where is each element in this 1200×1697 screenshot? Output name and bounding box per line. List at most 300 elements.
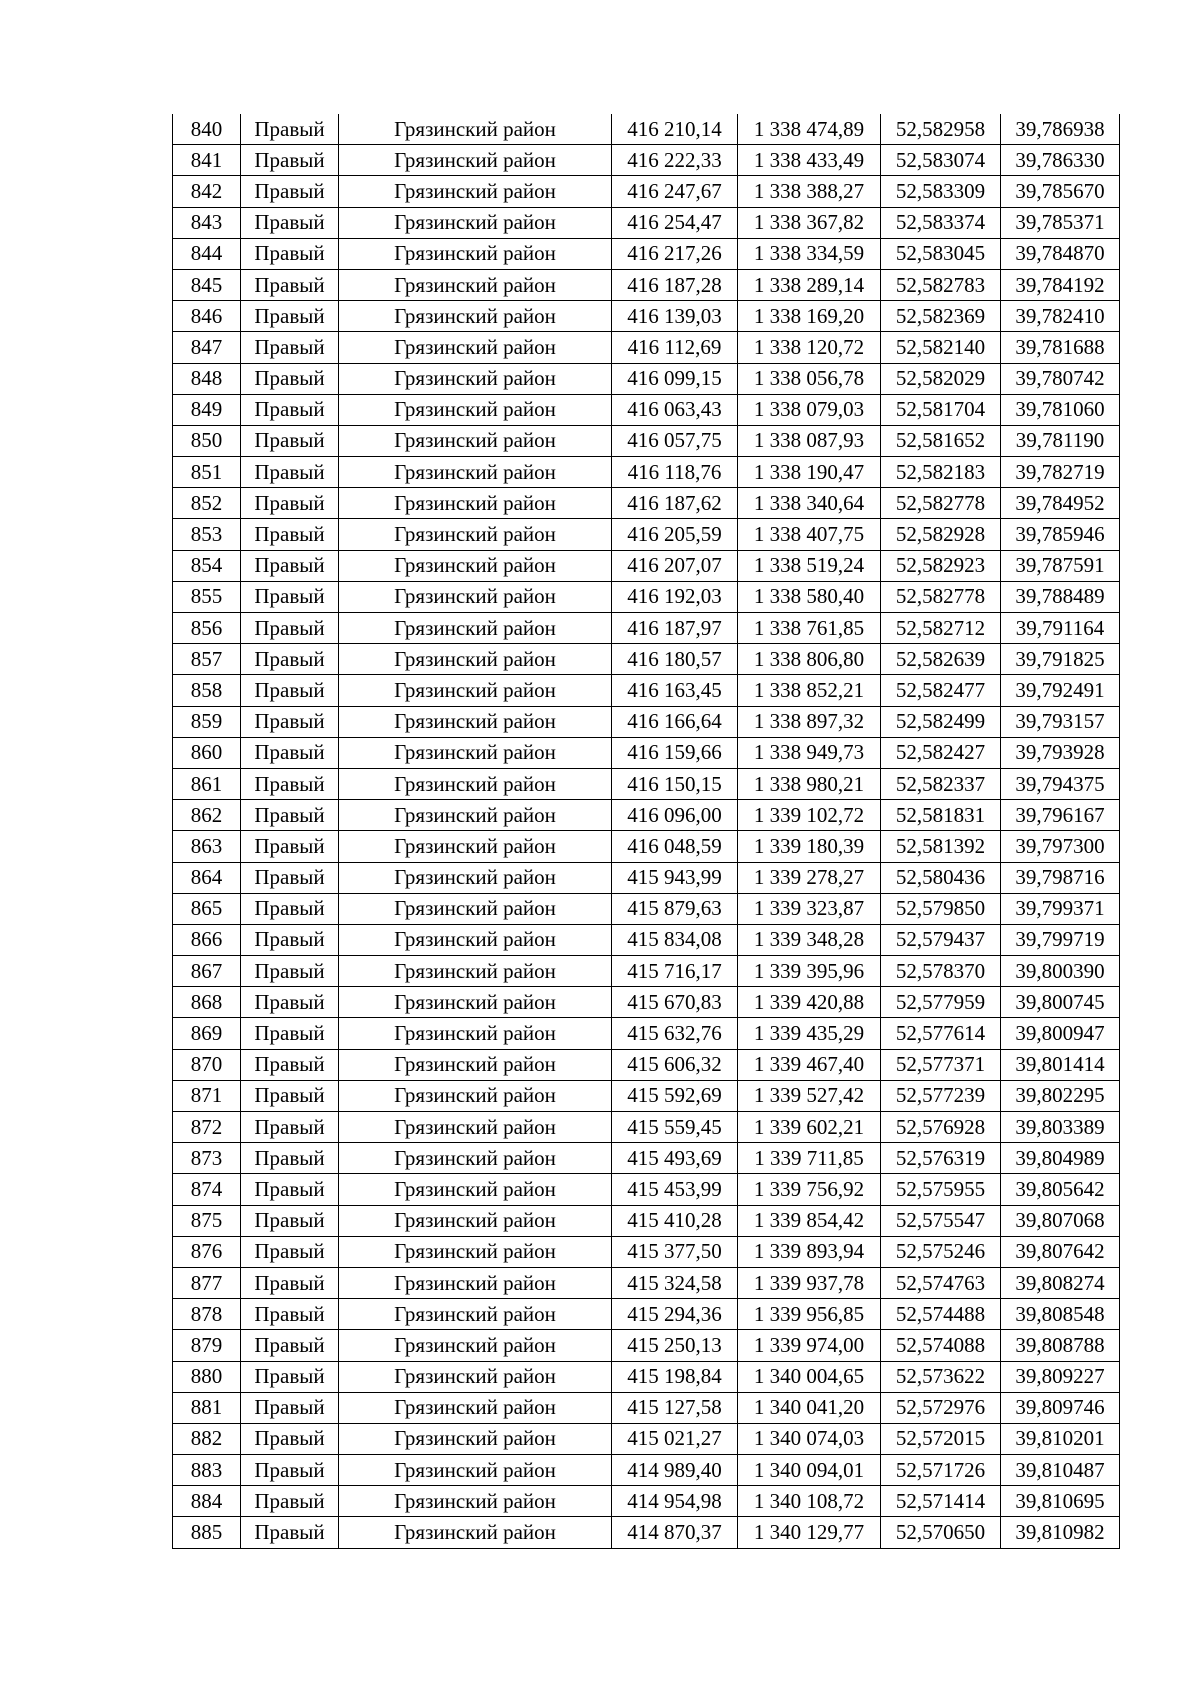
x-coordinate-cell: 416 205,59 [612, 519, 738, 550]
longitude-cell: 39,780742 [1001, 363, 1120, 394]
x-coordinate-cell: 415 716,17 [612, 956, 738, 987]
x-coordinate-cell: 416 112,69 [612, 332, 738, 363]
x-coordinate-cell: 416 254,47 [612, 207, 738, 238]
x-coordinate-cell: 414 989,40 [612, 1455, 738, 1486]
y-coordinate-cell: 1 339 602,21 [738, 1112, 881, 1143]
table-row [173, 1205, 1120, 1236]
x-coordinate-cell: 415 410,28 [612, 1205, 738, 1236]
point-number-cell: 882 [173, 1423, 241, 1454]
latitude-cell: 52,575547 [881, 1205, 1001, 1236]
district-cell: Грязинский район [339, 644, 612, 675]
latitude-cell: 52,571726 [881, 1455, 1001, 1486]
table-body [173, 114, 1120, 1548]
bank-side-cell: Правый [241, 207, 339, 238]
longitude-cell: 39,781190 [1001, 425, 1120, 456]
point-number-cell: 856 [173, 613, 241, 644]
y-coordinate-cell: 1 340 094,01 [738, 1455, 881, 1486]
district-cell: Грязинский район [339, 1174, 612, 1205]
bank-side-cell: Правый [241, 1486, 339, 1517]
bank-side-cell: Правый [241, 1018, 339, 1049]
district-cell: Грязинский район [339, 1455, 612, 1486]
bank-side-cell: Правый [241, 1205, 339, 1236]
x-coordinate-cell: 416 159,66 [612, 737, 738, 768]
bank-side-cell: Правый [241, 176, 339, 207]
point-number-cell: 884 [173, 1486, 241, 1517]
x-coordinate-cell: 416 163,45 [612, 675, 738, 706]
y-coordinate-cell: 1 339 527,42 [738, 1080, 881, 1111]
y-coordinate-cell: 1 338 190,47 [738, 457, 881, 488]
table-row [173, 1143, 1120, 1174]
latitude-cell: 52,582639 [881, 644, 1001, 675]
longitude-cell: 39,782719 [1001, 457, 1120, 488]
table-row [173, 301, 1120, 332]
district-cell: Грязинский район [339, 706, 612, 737]
table-row [173, 862, 1120, 893]
district-cell: Грязинский район [339, 145, 612, 176]
bank-side-cell: Правый [241, 394, 339, 425]
bank-side-cell: Правый [241, 114, 339, 145]
longitude-cell: 39,801414 [1001, 1049, 1120, 1080]
district-cell: Грязинский район [339, 519, 612, 550]
district-cell: Грязинский район [339, 1423, 612, 1454]
bank-side-cell: Правый [241, 550, 339, 581]
bank-side-cell: Правый [241, 1112, 339, 1143]
latitude-cell: 52,578370 [881, 956, 1001, 987]
district-cell: Грязинский район [339, 114, 612, 145]
x-coordinate-cell: 416 150,15 [612, 768, 738, 799]
longitude-cell: 39,788489 [1001, 581, 1120, 612]
point-number-cell: 873 [173, 1143, 241, 1174]
district-cell: Грязинский район [339, 800, 612, 831]
y-coordinate-cell: 1 338 806,80 [738, 644, 881, 675]
point-number-cell: 872 [173, 1112, 241, 1143]
district-cell: Грязинский район [339, 332, 612, 363]
table-row [173, 363, 1120, 394]
longitude-cell: 39,809746 [1001, 1392, 1120, 1423]
latitude-cell: 52,573622 [881, 1361, 1001, 1392]
latitude-cell: 52,582477 [881, 675, 1001, 706]
x-coordinate-cell: 414 954,98 [612, 1486, 738, 1517]
table-row [173, 987, 1120, 1018]
table-row [173, 1361, 1120, 1392]
latitude-cell: 52,582923 [881, 550, 1001, 581]
latitude-cell: 52,583074 [881, 145, 1001, 176]
longitude-cell: 39,808274 [1001, 1267, 1120, 1298]
y-coordinate-cell: 1 338 980,21 [738, 768, 881, 799]
longitude-cell: 39,802295 [1001, 1080, 1120, 1111]
table-row [173, 1330, 1120, 1361]
bank-side-cell: Правый [241, 1080, 339, 1111]
latitude-cell: 52,582928 [881, 519, 1001, 550]
y-coordinate-cell: 1 339 180,39 [738, 831, 881, 862]
y-coordinate-cell: 1 339 956,85 [738, 1299, 881, 1330]
table-row [173, 1080, 1120, 1111]
district-cell: Грязинский район [339, 176, 612, 207]
longitude-cell: 39,791164 [1001, 613, 1120, 644]
y-coordinate-cell: 1 339 756,92 [738, 1174, 881, 1205]
y-coordinate-cell: 1 339 278,27 [738, 862, 881, 893]
table-row [173, 1049, 1120, 1080]
x-coordinate-cell: 416 217,26 [612, 238, 738, 269]
bank-side-cell: Правый [241, 956, 339, 987]
point-number-cell: 854 [173, 550, 241, 581]
district-cell: Грязинский район [339, 457, 612, 488]
y-coordinate-cell: 1 339 348,28 [738, 924, 881, 955]
longitude-cell: 39,807068 [1001, 1205, 1120, 1236]
table-row [173, 1423, 1120, 1454]
district-cell: Грязинский район [339, 956, 612, 987]
bank-side-cell: Правый [241, 238, 339, 269]
bank-side-cell: Правый [241, 613, 339, 644]
latitude-cell: 52,572976 [881, 1392, 1001, 1423]
x-coordinate-cell: 415 606,32 [612, 1049, 738, 1080]
table-row [173, 1392, 1120, 1423]
district-cell: Грязинский район [339, 613, 612, 644]
point-number-cell: 862 [173, 800, 241, 831]
latitude-cell: 52,574488 [881, 1299, 1001, 1330]
district-cell: Грязинский район [339, 675, 612, 706]
y-coordinate-cell: 1 340 129,77 [738, 1517, 881, 1548]
district-cell: Грязинский район [339, 1049, 612, 1080]
district-cell: Грязинский район [339, 1330, 612, 1361]
longitude-cell: 39,794375 [1001, 768, 1120, 799]
point-number-cell: 855 [173, 581, 241, 612]
y-coordinate-cell: 1 339 711,85 [738, 1143, 881, 1174]
y-coordinate-cell: 1 338 056,78 [738, 363, 881, 394]
bank-side-cell: Правый [241, 332, 339, 363]
district-cell: Грязинский район [339, 1080, 612, 1111]
longitude-cell: 39,793157 [1001, 706, 1120, 737]
y-coordinate-cell: 1 338 474,89 [738, 114, 881, 145]
district-cell: Грязинский район [339, 301, 612, 332]
table-row [173, 1112, 1120, 1143]
y-coordinate-cell: 1 339 893,94 [738, 1236, 881, 1267]
x-coordinate-cell: 415 324,58 [612, 1267, 738, 1298]
bank-side-cell: Правый [241, 1174, 339, 1205]
table-row [173, 831, 1120, 862]
latitude-cell: 52,582958 [881, 114, 1001, 145]
district-cell: Грязинский район [339, 1112, 612, 1143]
bank-side-cell: Правый [241, 301, 339, 332]
y-coordinate-cell: 1 340 074,03 [738, 1423, 881, 1454]
point-number-cell: 875 [173, 1205, 241, 1236]
latitude-cell: 52,570650 [881, 1517, 1001, 1548]
point-number-cell: 865 [173, 893, 241, 924]
x-coordinate-cell: 415 592,69 [612, 1080, 738, 1111]
table-row [173, 706, 1120, 737]
table-row [173, 581, 1120, 612]
longitude-cell: 39,785371 [1001, 207, 1120, 238]
x-coordinate-cell: 415 294,36 [612, 1299, 738, 1330]
table-row [173, 269, 1120, 300]
point-number-cell: 877 [173, 1267, 241, 1298]
longitude-cell: 39,810695 [1001, 1486, 1120, 1517]
latitude-cell: 52,574763 [881, 1267, 1001, 1298]
district-cell: Грязинский район [339, 893, 612, 924]
point-number-cell: 860 [173, 737, 241, 768]
bank-side-cell: Правый [241, 145, 339, 176]
point-number-cell: 861 [173, 768, 241, 799]
y-coordinate-cell: 1 338 367,82 [738, 207, 881, 238]
longitude-cell: 39,793928 [1001, 737, 1120, 768]
latitude-cell: 52,582712 [881, 613, 1001, 644]
table-row [173, 1299, 1120, 1330]
longitude-cell: 39,804989 [1001, 1143, 1120, 1174]
longitude-cell: 39,807642 [1001, 1236, 1120, 1267]
table-row [173, 737, 1120, 768]
latitude-cell: 52,576319 [881, 1143, 1001, 1174]
latitude-cell: 52,575955 [881, 1174, 1001, 1205]
district-cell: Грязинский район [339, 1392, 612, 1423]
x-coordinate-cell: 415 198,84 [612, 1361, 738, 1392]
district-cell: Грязинский район [339, 831, 612, 862]
x-coordinate-cell: 416 063,43 [612, 394, 738, 425]
latitude-cell: 52,582140 [881, 332, 1001, 363]
y-coordinate-cell: 1 338 388,27 [738, 176, 881, 207]
bank-side-cell: Правый [241, 675, 339, 706]
table-row [173, 768, 1120, 799]
bank-side-cell: Правый [241, 831, 339, 862]
bank-side-cell: Правый [241, 768, 339, 799]
y-coordinate-cell: 1 339 854,42 [738, 1205, 881, 1236]
latitude-cell: 52,583045 [881, 238, 1001, 269]
point-number-cell: 851 [173, 457, 241, 488]
point-number-cell: 864 [173, 862, 241, 893]
latitude-cell: 52,582499 [881, 706, 1001, 737]
latitude-cell: 52,582783 [881, 269, 1001, 300]
point-number-cell: 874 [173, 1174, 241, 1205]
district-cell: Грязинский район [339, 425, 612, 456]
district-cell: Грязинский район [339, 488, 612, 519]
y-coordinate-cell: 1 339 435,29 [738, 1018, 881, 1049]
longitude-cell: 39,791825 [1001, 644, 1120, 675]
point-number-cell: 859 [173, 706, 241, 737]
table-row [173, 1267, 1120, 1298]
point-number-cell: 880 [173, 1361, 241, 1392]
latitude-cell: 52,582337 [881, 768, 1001, 799]
y-coordinate-cell: 1 338 761,85 [738, 613, 881, 644]
longitude-cell: 39,805642 [1001, 1174, 1120, 1205]
y-coordinate-cell: 1 339 395,96 [738, 956, 881, 987]
point-number-cell: 847 [173, 332, 241, 363]
bank-side-cell: Правый [241, 519, 339, 550]
district-cell: Грязинский район [339, 1143, 612, 1174]
table-row [173, 675, 1120, 706]
bank-side-cell: Правый [241, 862, 339, 893]
bank-side-cell: Правый [241, 457, 339, 488]
x-coordinate-cell: 415 127,58 [612, 1392, 738, 1423]
y-coordinate-cell: 1 338 852,21 [738, 675, 881, 706]
point-number-cell: 885 [173, 1517, 241, 1548]
bank-side-cell: Правый [241, 1143, 339, 1174]
longitude-cell: 39,792491 [1001, 675, 1120, 706]
point-number-cell: 852 [173, 488, 241, 519]
x-coordinate-cell: 416 180,57 [612, 644, 738, 675]
point-number-cell: 866 [173, 924, 241, 955]
y-coordinate-cell: 1 339 467,40 [738, 1049, 881, 1080]
x-coordinate-cell: 415 834,08 [612, 924, 738, 955]
bank-side-cell: Правый [241, 1236, 339, 1267]
district-cell: Грязинский район [339, 1486, 612, 1517]
table-row [173, 207, 1120, 238]
bank-side-cell: Правый [241, 1267, 339, 1298]
x-coordinate-cell: 416 187,28 [612, 269, 738, 300]
table-row [173, 550, 1120, 581]
table-row [173, 893, 1120, 924]
longitude-cell: 39,796167 [1001, 800, 1120, 831]
coordinates-table [172, 114, 1120, 1549]
district-cell: Грязинский район [339, 269, 612, 300]
bank-side-cell: Правый [241, 1299, 339, 1330]
district-cell: Грязинский район [339, 238, 612, 269]
longitude-cell: 39,784870 [1001, 238, 1120, 269]
table-row [173, 956, 1120, 987]
district-cell: Грязинский район [339, 924, 612, 955]
table-row [173, 1174, 1120, 1205]
bank-side-cell: Правый [241, 1455, 339, 1486]
table-row [173, 457, 1120, 488]
bank-side-cell: Правый [241, 987, 339, 1018]
table-row [173, 644, 1120, 675]
x-coordinate-cell: 416 118,76 [612, 457, 738, 488]
latitude-cell: 52,580436 [881, 862, 1001, 893]
bank-side-cell: Правый [241, 737, 339, 768]
bank-side-cell: Правый [241, 1361, 339, 1392]
longitude-cell: 39,785946 [1001, 519, 1120, 550]
point-number-cell: 845 [173, 269, 241, 300]
longitude-cell: 39,810201 [1001, 1423, 1120, 1454]
y-coordinate-cell: 1 338 949,73 [738, 737, 881, 768]
bank-side-cell: Правый [241, 581, 339, 612]
longitude-cell: 39,782410 [1001, 301, 1120, 332]
x-coordinate-cell: 415 943,99 [612, 862, 738, 893]
y-coordinate-cell: 1 338 407,75 [738, 519, 881, 550]
district-cell: Грязинский район [339, 987, 612, 1018]
latitude-cell: 52,579437 [881, 924, 1001, 955]
district-cell: Грязинский район [339, 1299, 612, 1330]
table-row [173, 145, 1120, 176]
district-cell: Грязинский район [339, 1236, 612, 1267]
latitude-cell: 52,577371 [881, 1049, 1001, 1080]
table-row [173, 238, 1120, 269]
longitude-cell: 39,781060 [1001, 394, 1120, 425]
y-coordinate-cell: 1 340 004,65 [738, 1361, 881, 1392]
table-row [173, 332, 1120, 363]
y-coordinate-cell: 1 338 897,32 [738, 706, 881, 737]
point-number-cell: 879 [173, 1330, 241, 1361]
bank-side-cell: Правый [241, 363, 339, 394]
y-coordinate-cell: 1 338 079,03 [738, 394, 881, 425]
table-row [173, 114, 1120, 145]
district-cell: Грязинский район [339, 550, 612, 581]
y-coordinate-cell: 1 338 580,40 [738, 581, 881, 612]
y-coordinate-cell: 1 338 289,14 [738, 269, 881, 300]
longitude-cell: 39,803389 [1001, 1112, 1120, 1143]
latitude-cell: 52,577614 [881, 1018, 1001, 1049]
longitude-cell: 39,800745 [1001, 987, 1120, 1018]
point-number-cell: 868 [173, 987, 241, 1018]
longitude-cell: 39,808548 [1001, 1299, 1120, 1330]
district-cell: Грязинский район [339, 363, 612, 394]
point-number-cell: 871 [173, 1080, 241, 1111]
table-row [173, 800, 1120, 831]
latitude-cell: 52,576928 [881, 1112, 1001, 1143]
point-number-cell: 876 [173, 1236, 241, 1267]
district-cell: Грязинский район [339, 1205, 612, 1236]
longitude-cell: 39,810982 [1001, 1517, 1120, 1548]
table-row [173, 1236, 1120, 1267]
longitude-cell: 39,799371 [1001, 893, 1120, 924]
bank-side-cell: Правый [241, 800, 339, 831]
x-coordinate-cell: 416 187,62 [612, 488, 738, 519]
table-row [173, 176, 1120, 207]
latitude-cell: 52,583309 [881, 176, 1001, 207]
point-number-cell: 863 [173, 831, 241, 862]
table-row [173, 394, 1120, 425]
y-coordinate-cell: 1 338 120,72 [738, 332, 881, 363]
bank-side-cell: Правый [241, 425, 339, 456]
x-coordinate-cell: 416 207,07 [612, 550, 738, 581]
x-coordinate-cell: 416 187,97 [612, 613, 738, 644]
point-number-cell: 870 [173, 1049, 241, 1080]
latitude-cell: 52,577239 [881, 1080, 1001, 1111]
bank-side-cell: Правый [241, 1330, 339, 1361]
table-row [173, 1018, 1120, 1049]
point-number-cell: 878 [173, 1299, 241, 1330]
y-coordinate-cell: 1 338 519,24 [738, 550, 881, 581]
bank-side-cell: Правый [241, 488, 339, 519]
longitude-cell: 39,809227 [1001, 1361, 1120, 1392]
x-coordinate-cell: 415 670,83 [612, 987, 738, 1018]
y-coordinate-cell: 1 340 041,20 [738, 1392, 881, 1423]
x-coordinate-cell: 416 166,64 [612, 706, 738, 737]
latitude-cell: 52,581392 [881, 831, 1001, 862]
point-number-cell: 849 [173, 394, 241, 425]
latitude-cell: 52,581652 [881, 425, 1001, 456]
point-number-cell: 869 [173, 1018, 241, 1049]
y-coordinate-cell: 1 338 433,49 [738, 145, 881, 176]
x-coordinate-cell: 416 048,59 [612, 831, 738, 862]
x-coordinate-cell: 416 247,67 [612, 176, 738, 207]
point-number-cell: 867 [173, 956, 241, 987]
y-coordinate-cell: 1 338 087,93 [738, 425, 881, 456]
latitude-cell: 52,581831 [881, 800, 1001, 831]
x-coordinate-cell: 415 021,27 [612, 1423, 738, 1454]
bank-side-cell: Правый [241, 1049, 339, 1080]
table-row [173, 425, 1120, 456]
bank-side-cell: Правый [241, 893, 339, 924]
point-number-cell: 853 [173, 519, 241, 550]
district-cell: Грязинский район [339, 1267, 612, 1298]
longitude-cell: 39,781688 [1001, 332, 1120, 363]
district-cell: Грязинский район [339, 1361, 612, 1392]
x-coordinate-cell: 415 453,99 [612, 1174, 738, 1205]
y-coordinate-cell: 1 339 420,88 [738, 987, 881, 1018]
latitude-cell: 52,579850 [881, 893, 1001, 924]
y-coordinate-cell: 1 338 169,20 [738, 301, 881, 332]
y-coordinate-cell: 1 339 102,72 [738, 800, 881, 831]
bank-side-cell: Правый [241, 1517, 339, 1548]
table-row [173, 1486, 1120, 1517]
y-coordinate-cell: 1 339 323,87 [738, 893, 881, 924]
x-coordinate-cell: 416 222,33 [612, 145, 738, 176]
latitude-cell: 52,582778 [881, 488, 1001, 519]
point-number-cell: 881 [173, 1392, 241, 1423]
point-number-cell: 858 [173, 675, 241, 706]
table-row [173, 924, 1120, 955]
x-coordinate-cell: 415 377,50 [612, 1236, 738, 1267]
point-number-cell: 846 [173, 301, 241, 332]
